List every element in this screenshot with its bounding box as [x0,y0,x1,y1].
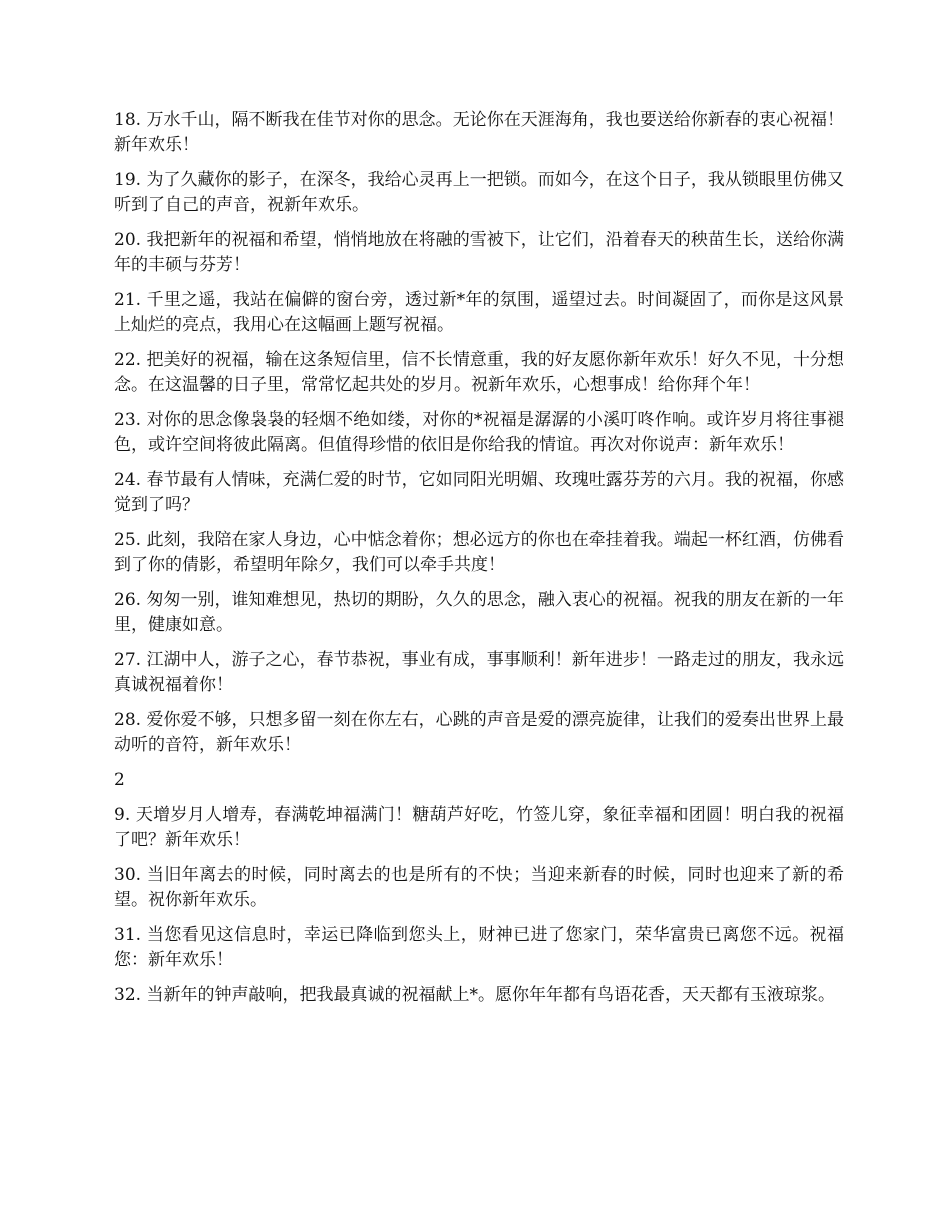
greeting-paragraph-24: 24. 春节最有人情味，充满仁爱的时节，它如同阳光明媚、玫瑰吐露芬芳的六月。我的祝福，你感觉到了吗？ [114,470,844,515]
stray-number-line: 2 [114,770,125,790]
greeting-paragraph-25: 25. 此刻，我陪在家人身边，心中惦念着你；想必远方的你也在牵挂着我。端起一杯红酒，仿佛看到了你的倩影，希望明年除夕，我们可以牵手共度！ [114,530,844,575]
greeting-paragraph-18: 18. 万水千山，隔不断我在佳节对你的思念。无论你在天涯海角，我也要送给你新春的衷心祝福！新年欢乐！ [114,110,844,155]
greeting-paragraph-27: 27. 江湖中人，游子之心，春节恭祝，事业有成，事事顺利！新年进步！一路走过的朋友，我永远真诚祝福着你！ [114,650,844,695]
greeting-paragraph-28: 28. 爱你爱不够，只想多留一刻在你左右，心跳的声音是爱的漂亮旋律，让我们的爱奏出世界上最动听的音符，新年欢乐！ [114,710,844,755]
greeting-paragraph-32: 32. 当新年的钟声敲响，把我最真诚的祝福献上*。愿你年年都有鸟语花香，天天都有玉液琼浆。 [114,985,835,1005]
greeting-paragraph-9: 9. 天增岁月人增寿，春满乾坤福满门！糖葫芦好吃，竹签儿穿，象征幸福和团圆！明白我的祝福了吧？新年欢乐！ [114,805,844,850]
greeting-paragraph-30: 30. 当旧年离去的时候，同时离去的也是所有的不快；当迎来新春的时候，同时也迎来了新的希望。祝你新年欢乐。 [114,865,844,910]
greeting-paragraph-19: 19. 为了久藏你的影子，在深冬，我给心灵再上一把锁。而如今，在这个日子，我从锁眼里仿佛又听到了自己的声音，祝新年欢乐。 [114,170,844,215]
greeting-paragraph-23: 23. 对你的思念像袅袅的轻烟不绝如缕，对你的*祝福是潺潺的小溪叮咚作响。或许岁月将往事褪色，或许空间将彼此隔离。但值得珍惜的依旧是你给我的情谊。再次对你说声：新年欢乐！ [114,410,844,455]
greeting-paragraph-20: 20. 我把新年的祝福和希望，悄悄地放在将融的雪被下，让它们，沿着春天的秧苗生长，送给你满年的丰硕与芬芳！ [114,230,844,275]
document-body [114,108,844,1018]
greeting-paragraph-26: 26. 匆匆一别，谁知难想见，热切的期盼，久久的思念，融入衷心的祝福。祝我的朋友在新的一年里，健康如意。 [114,590,844,635]
greeting-paragraph-22: 22. 把美好的祝福，输在这条短信里，信不长情意重，我的好友愿你新年欢乐！好久不见，十分想念。在这温馨的日子里，常常忆起共处的岁月。祝新年欢乐，心想事成！给你拜个年！ [114,350,844,395]
greeting-paragraph-31: 31. 当您看见这信息时，幸运已降临到您头上，财神已进了您家门，荣华富贵已离您不远。祝福您：新年欢乐！ [114,925,844,970]
greeting-paragraph-21: 21. 千里之遥，我站在偏僻的窗台旁，透过新*年的氛围，遥望过去。时间凝固了，而你是这风景上灿烂的亮点，我用心在这幅画上题写祝福。 [114,290,844,335]
